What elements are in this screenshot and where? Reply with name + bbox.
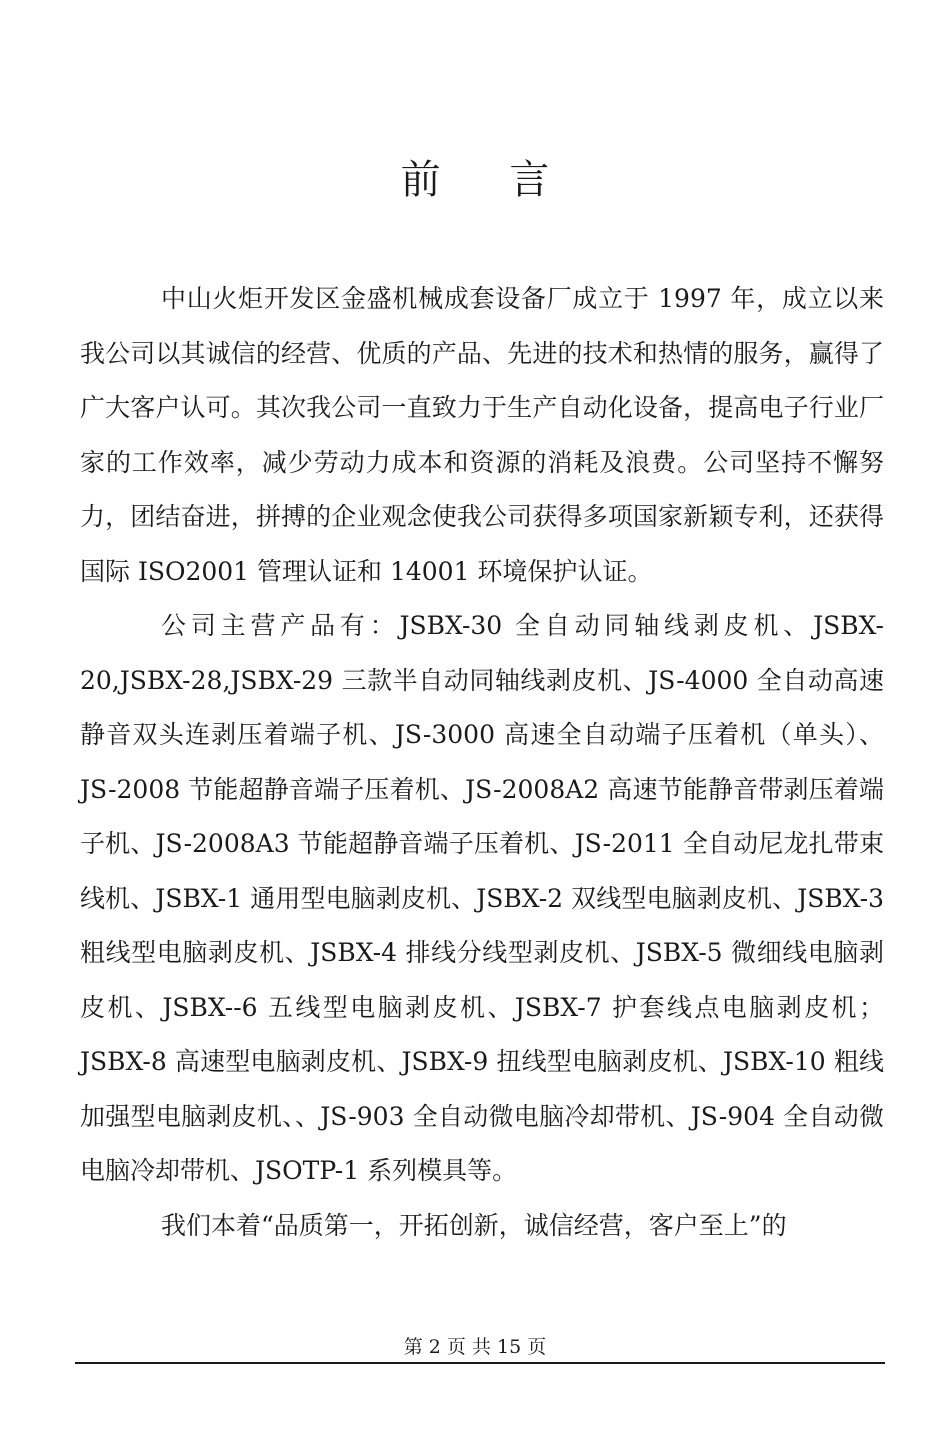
footer-divider — [75, 1362, 885, 1364]
paragraph-company-intro: 中山火炬开发区金盛机械成套设备厂成立于 1997 年，成立以来我公司以其诚信的经营、优质的产品、先进的技术和热情的服务，赢得了广大客户认可。其次我公司一直致力于生产自动化设备，提高电子行业厂家的工作效率，减少劳动力成本和资源的消耗及浪费。公司坚持不懈努力，团结奋进，拼搏的企业观念使我公司获得多项国家新颖专利，还获得国际 ISO2001 管理认证和 14001 环境保护认证。 — [80, 284, 884, 586]
paragraph-main-products: 公司主营产品有：JSBX-30 全自动同轴线剥皮机、JSBX-20,JSBX-28,JSBX-29 三款半自动同轴线剥皮机、JS-4000 全自动高速静音双头连剥压着端子机、JS-3000 高速全自动端子压着机（单头）、JS-2008 节能超静音端子压着机、JS-2008A2 高速节能静音带剥压着端子机、JS-2008A3 节能超静音端子压着机、JS-2011 全自动尼龙扎带束线机、JSBX-1 通用型电脑剥皮机、JSBX-2 双线型电脑剥皮机、JSBX-3 粗线型电脑剥皮机、JSBX-4 排线分线型剥皮机、JSBX-5 微细线电脑剥皮机、JSBX--6 五线型电脑剥皮机、JSBX-7 护套线点电脑剥皮机；JSBX-8 高速型电脑剥皮机、JSBX-9 扭线型电脑剥皮机、JSBX-10 粗线加强型电脑剥皮机、、JS-903 全自动微电脑冷却带机、JS-904 全自动微电脑冷却带机、JSOTP-1 系列模具等。 — [80, 611, 884, 1185]
body-text — [80, 272, 884, 1253]
page-number: 第 2 页 共 15 页 — [403, 1336, 547, 1358]
page-title: 前 言 — [400, 157, 578, 203]
paragraph-principles: 我们本着“品质第一，开拓创新，诚信经营，客户至上”的 — [161, 1210, 787, 1240]
